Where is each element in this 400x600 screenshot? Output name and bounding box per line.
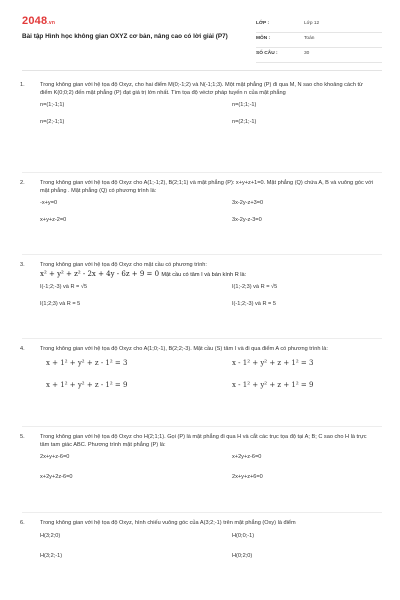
question-1	[20, 82, 384, 136]
answer-option-a[interactable]: I(-1;2;-3) và R = √5	[40, 284, 88, 291]
meta-row-count	[256, 48, 382, 63]
page-title: Bài tập Hình học không gian OXYZ cơ bản, nâng cao có lời giải (P7)	[22, 33, 228, 40]
answer-option-c[interactable]: n=(2;-1;1)	[40, 119, 65, 126]
question-separator	[22, 512, 382, 513]
question-number: 6.	[20, 520, 25, 526]
question-stem: Trong không gian với hệ tọa độ Oxyz, cho hai điểm M(0;-1;2) và N(-1;1;3). Một mặt phẳng (P) đi qua M, N sao cho khoảng cách từ điểm K(0;0;2) đến mặt phẳng (P) đạt giá trị lớn nhất. Tìm tọa độ véctơ pháp tuyến n của mặt phẳng	[40, 82, 363, 96]
answer-options	[40, 359, 376, 403]
document-header	[22, 14, 382, 64]
answer-option-b[interactable]: 3x-2y-z+3=0	[232, 200, 264, 207]
question-4	[20, 346, 384, 403]
logo-suffix: .vn	[47, 20, 56, 26]
answer-option-c[interactable]: x+y+z-2=0	[40, 217, 67, 224]
question-number: 4.	[20, 346, 25, 352]
question-number: 2.	[20, 180, 25, 186]
answer-options	[40, 454, 376, 494]
meta-table	[256, 18, 382, 63]
answer-option-c[interactable]: x+2y+2z-6=0	[40, 474, 73, 481]
answer-option-b[interactable]: x - 1² + y² + z + 1² = 3	[232, 358, 314, 367]
meta-key: LỚP :	[256, 21, 270, 26]
answer-option-a[interactable]: -x+y=0	[40, 200, 58, 207]
question-3	[20, 262, 384, 318]
question-5	[20, 434, 384, 494]
answer-option-c[interactable]: I(1;2;3) và R = 5	[40, 301, 81, 308]
logo-text: 2048	[22, 15, 48, 27]
equation-note: Mặt cầu có tâm I và bán kính R là:	[161, 271, 247, 278]
answer-option-c[interactable]: H(3;2;-1)	[40, 552, 63, 559]
question-stem: Trong không gian với hệ tọa độ Oxyz cho A(1;0;-1), B(2;2;-3). Mặt cầu (S) tâm I và đi qua điểm A có phương trình là:	[40, 346, 328, 352]
answer-option-d[interactable]: n=(2;1;-1)	[232, 119, 257, 126]
answer-option-b[interactable]: x+2y+z-6=0	[232, 454, 262, 461]
answer-option-b[interactable]: I(1;-2;3) và R = √5	[232, 284, 278, 291]
header-divider	[22, 70, 382, 71]
question-number: 3.	[20, 262, 25, 268]
question-stem: Trong không gian với hệ tọa độ Oxyz cho A(1;-1;2), B(2;1;1) và mặt phẳng (P): x+y+z+1=0. Mặt phẳng (Q) chứa A, B và vuông góc với mặt phẳng . Mặt phẳng (Q) có phương trình là:	[40, 180, 373, 194]
meta-row-grade	[256, 18, 382, 33]
question-separator	[22, 338, 382, 339]
question-2	[20, 180, 384, 234]
question-stem: Trong không gian với hệ tọa độ Oxyz cho H(2;1;1). Gọi (P) là mặt phẳng đi qua H và cắt các trục tọa độ tại A; B; C sao cho H là trực tâm tam giác ABC. Phương trình mặt phẳng (P) là:	[40, 434, 367, 448]
answer-option-c[interactable]: x + 1² + y² + z - 1² = 9	[46, 380, 128, 389]
question-stem: Trong không gian với hệ tọa độ Oxyz, hình chiếu vuông góc của A(3;2;-1) trên mặt phẳng (Oxy) là điểm	[40, 520, 296, 526]
question-separator	[22, 254, 382, 255]
meta-key: SỐ CÂU :	[256, 51, 278, 56]
question-number: 1.	[20, 82, 25, 88]
answer-option-d[interactable]: 2x+y+z+6=0	[232, 474, 263, 481]
meta-value: 30	[304, 51, 310, 56]
answer-option-a[interactable]: 2x+y+z-6=0	[40, 454, 70, 461]
question-stem: Trong không gian với hệ tọa độ Oxyz cho mặt cầu có phương trình:	[40, 262, 207, 268]
meta-key: MÔN :	[256, 36, 271, 41]
answer-option-d[interactable]: x - 1² + y² + z + 1² = 9	[232, 380, 314, 389]
answer-options	[40, 284, 376, 318]
question-number: 5.	[20, 434, 25, 440]
answer-option-a[interactable]: n=(1;-1;1)	[40, 102, 65, 109]
answer-option-d[interactable]: 3x-2y-z-3=0	[232, 217, 262, 224]
answer-option-a[interactable]: x + 1² + y² + z - 1² = 3	[46, 358, 128, 367]
answer-option-b[interactable]: n=(1;1;-1)	[232, 102, 257, 109]
answer-options	[40, 200, 376, 234]
answer-option-d[interactable]: I(-1;2;-3) và R = 5	[232, 301, 276, 308]
meta-value: Lớp 12	[304, 21, 320, 26]
answer-option-a[interactable]: H(3;2;0)	[40, 532, 61, 539]
question-separator	[22, 172, 382, 173]
answer-option-b[interactable]: H(0;0;-1)	[232, 532, 255, 539]
equation	[40, 270, 384, 280]
site-logo[interactable]	[22, 14, 55, 29]
question-6	[20, 520, 384, 573]
answer-option-d[interactable]: H(0;2;0)	[232, 552, 253, 559]
meta-row-subject	[256, 33, 382, 48]
answer-options	[40, 533, 376, 573]
question-separator	[22, 426, 382, 427]
meta-value: Toán	[304, 36, 315, 41]
sphere-equation: x² + y² + z² - 2x + 4y - 6z + 9 = 0	[40, 269, 160, 278]
answer-options	[40, 102, 376, 136]
